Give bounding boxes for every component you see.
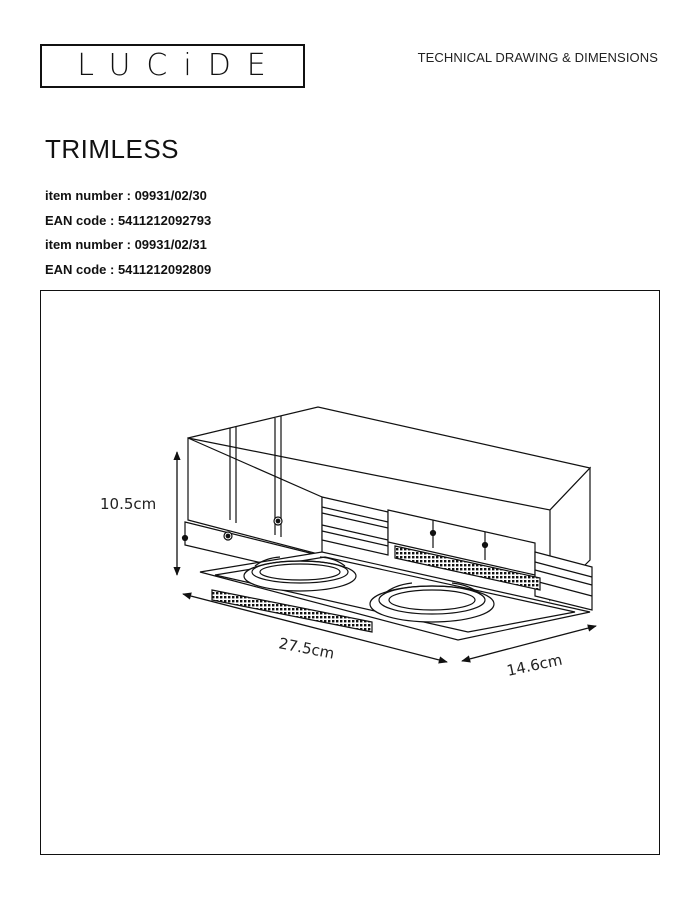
spec-ean-code-2: EAN code : 5411212092809 [45,261,212,277]
spec-item-number-2: item number : 09931/02/31 [45,237,207,252]
height-dimension-label: 10.5cm [100,495,157,513]
spec-item-number-1: item number : 09931/02/30 [45,188,207,203]
spec-ean-code-1: EAN code : 5411212092793 [45,212,212,228]
product-title: TRIMLESS [45,134,180,164]
fixture-drawing [183,407,593,640]
depth-dimension-label: 14.6cm [505,650,564,680]
length-dimension-label: 27.5cm [277,634,336,663]
brand-logo-text: LUCiDE [77,48,282,83]
document-type-label: TECHNICAL DRAWING & DIMENSIONS [417,50,658,65]
